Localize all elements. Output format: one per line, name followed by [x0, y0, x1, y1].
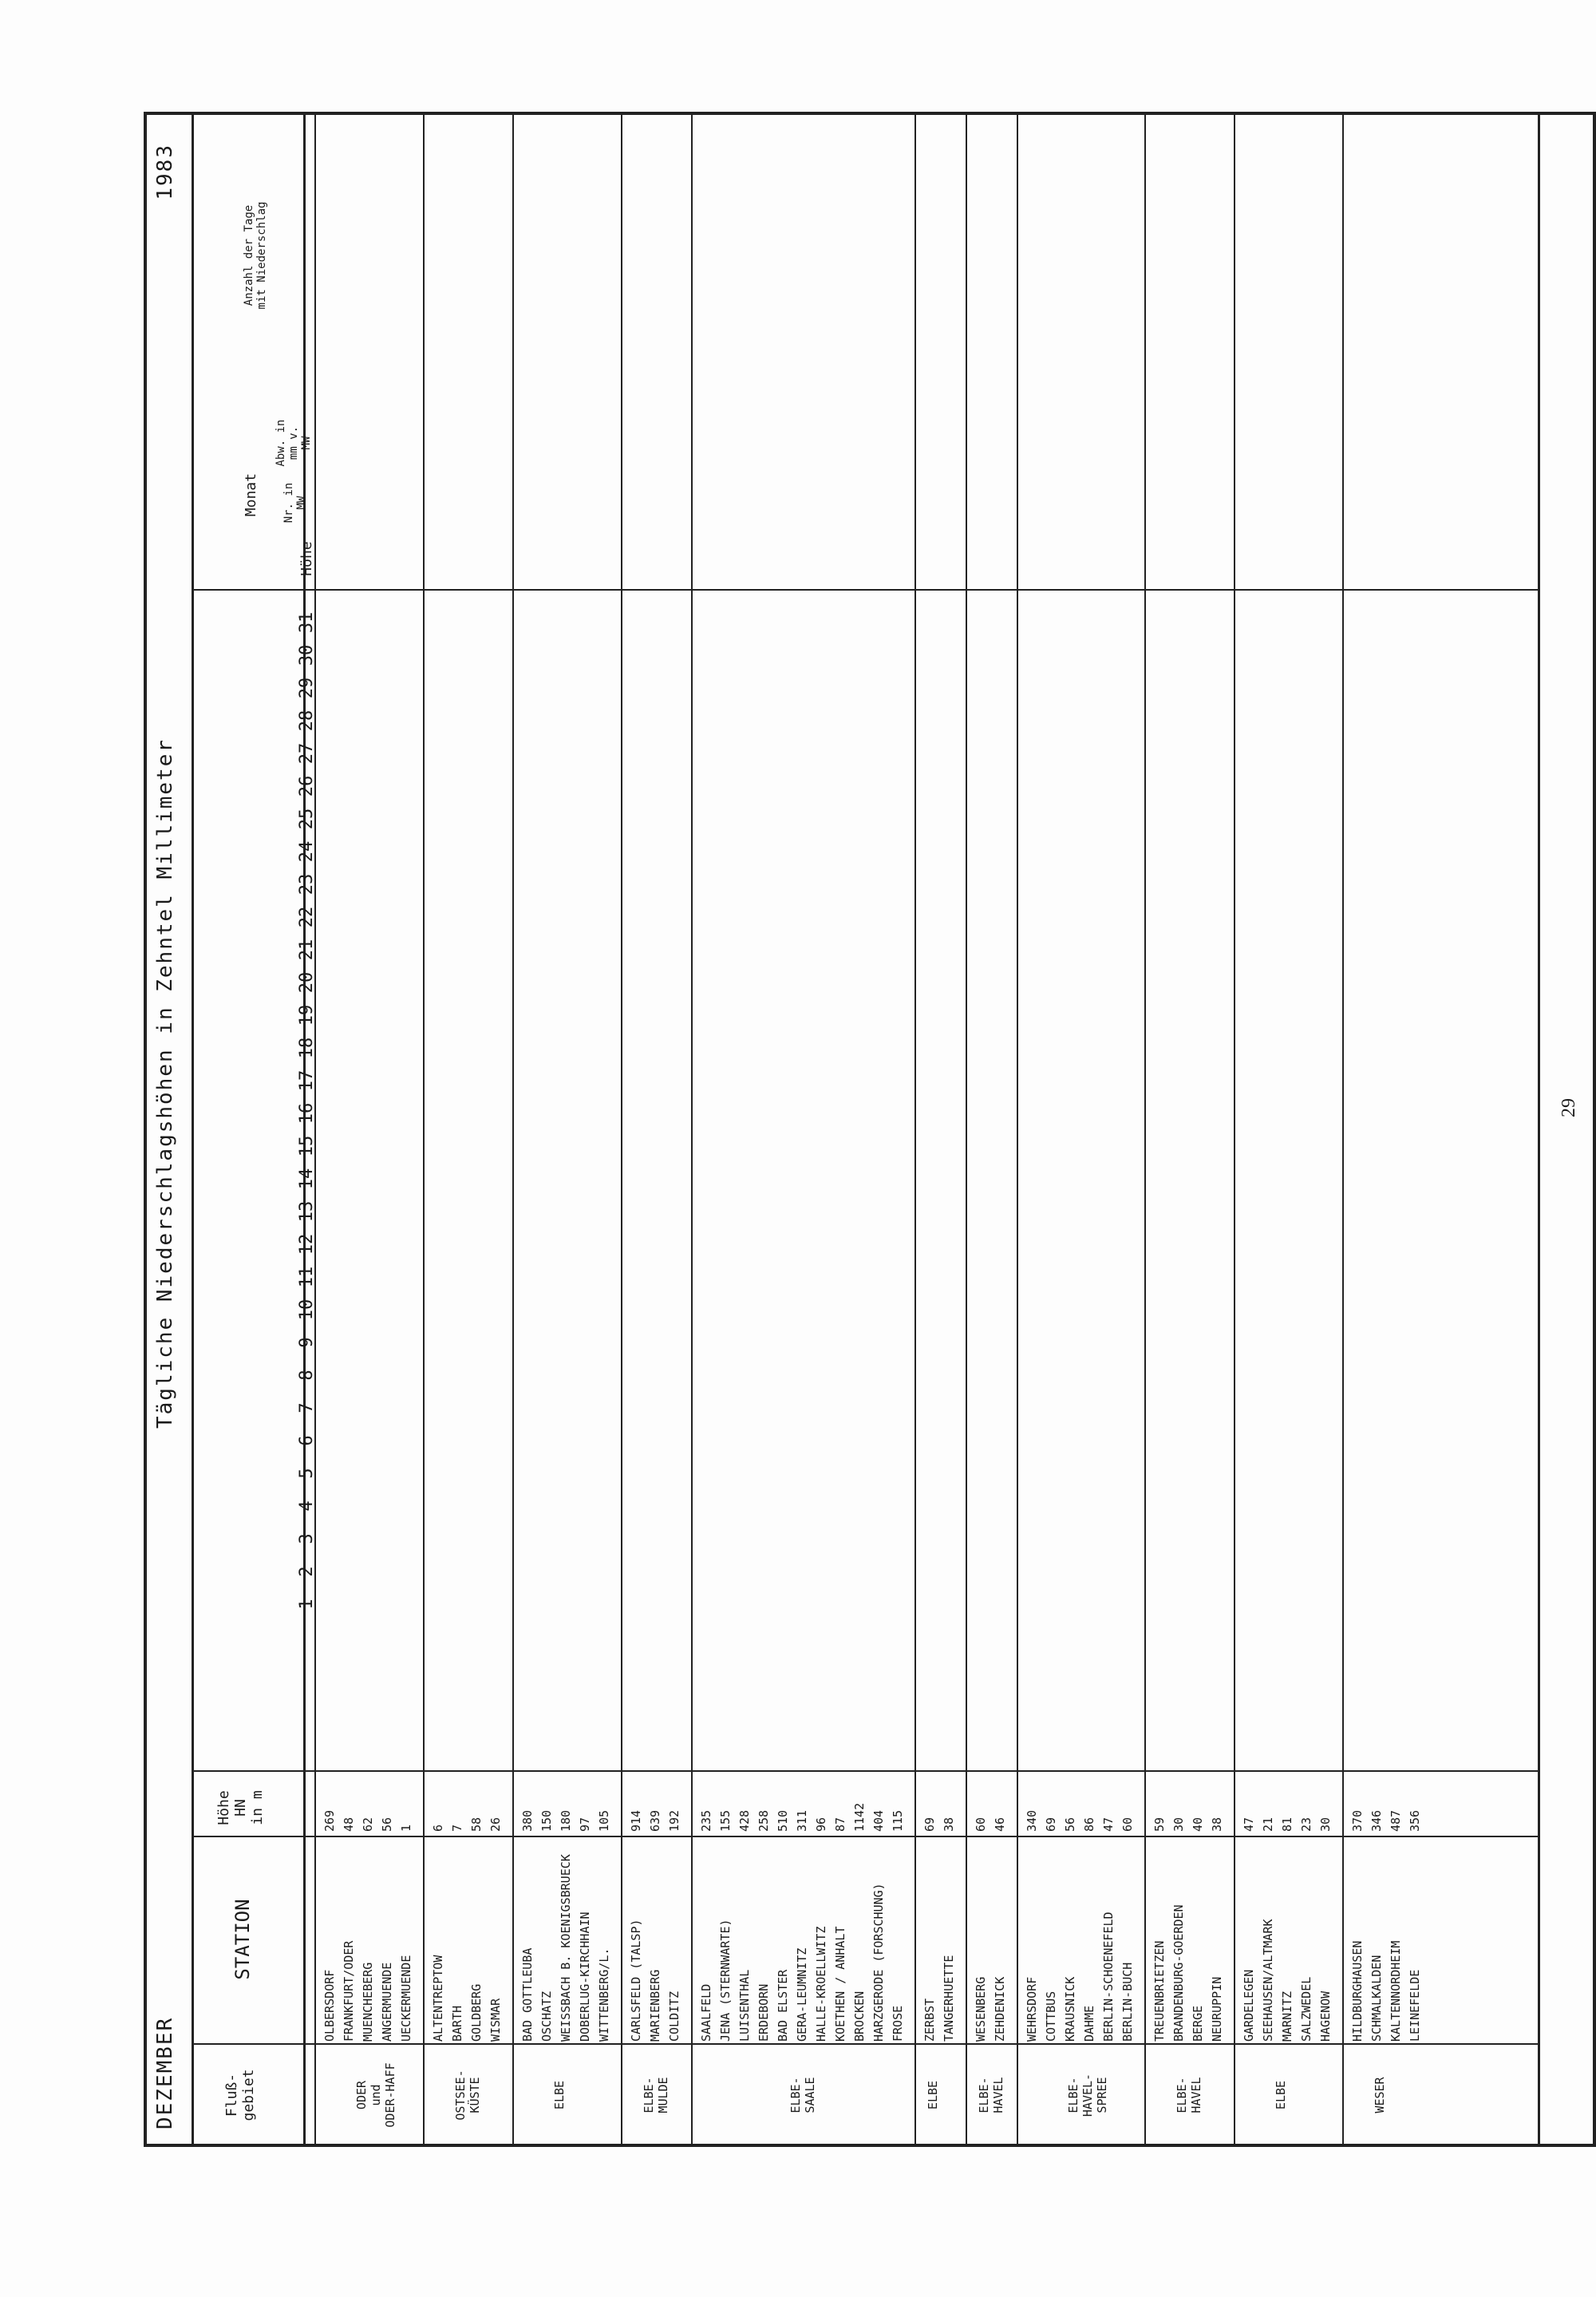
- station-height: 340: [1025, 1809, 1039, 1832]
- station-name: HILDBURGHAUSEN: [1350, 1940, 1365, 2042]
- station-height: 40: [1191, 1817, 1205, 1832]
- station-name: HAGENOW: [1318, 1991, 1333, 2042]
- station-name: BROCKEN: [852, 1991, 867, 2042]
- station-height: 81: [1280, 1817, 1294, 1832]
- station-name: WEHRSDORF: [1025, 1976, 1039, 2042]
- station-height: 38: [942, 1817, 956, 1832]
- station-name: HALLE-KROELLWITZ: [814, 1926, 828, 2042]
- day-number: 15: [297, 1135, 317, 1157]
- station-name: ANGERMUENDE: [380, 1962, 394, 2042]
- river-group: [423, 112, 514, 2147]
- station-name: LEINEFELDE: [1408, 1969, 1422, 2042]
- station-name: DOBERLUG-KIRCHHAIN: [578, 1912, 592, 2042]
- day-number: 1: [297, 1599, 317, 1610]
- station-name: KALTENNORDHEIM: [1389, 1940, 1403, 2042]
- station-name: KOETHEN / ANHALT: [833, 1926, 847, 2042]
- day-number: 12: [297, 1233, 317, 1255]
- river-name: ELBE: [926, 2080, 940, 2110]
- station-name: MUENCHEBERG: [361, 1962, 375, 2042]
- day-number: 13: [297, 1200, 317, 1223]
- station-height: 1142: [852, 1802, 867, 1832]
- station-name: BARTH: [450, 2005, 464, 2042]
- footer-band: [1538, 112, 1596, 2147]
- station-name: OLBERSDORF: [322, 1969, 337, 2042]
- station-name: BERLIN-SCHOENEFELD: [1101, 1912, 1116, 2042]
- river-name: ELBE: [1274, 2080, 1288, 2110]
- station-height: 30: [1318, 1817, 1333, 1832]
- station-name: COLDITZ: [667, 1991, 681, 2042]
- station-height: 26: [488, 1817, 503, 1832]
- station-height: 155: [718, 1809, 733, 1832]
- station-height: 21: [1261, 1817, 1275, 1832]
- station-height: 69: [922, 1817, 937, 1832]
- river-name: ELBE- MULDE: [642, 2077, 670, 2113]
- station-name: KRAUSNICK: [1063, 1976, 1077, 2042]
- day-number: 28: [297, 710, 317, 732]
- day-number: 7: [297, 1402, 317, 1413]
- day-number: 2: [297, 1566, 317, 1577]
- day-number: 21: [297, 939, 317, 961]
- day-number: 23: [297, 873, 317, 895]
- station-name: SEEHAUSEN/ALTMARK: [1261, 1919, 1275, 2042]
- station-name: NEURUPPIN: [1210, 1976, 1224, 2042]
- river-name: ELBE: [552, 2080, 567, 2110]
- station-height: 86: [1082, 1817, 1096, 1832]
- river-group: [1234, 112, 1344, 2147]
- station-name: BERGE: [1191, 2005, 1205, 2042]
- title-band: [144, 112, 194, 2147]
- river-group: [512, 112, 622, 2147]
- station-height: 30: [1171, 1817, 1186, 1832]
- station-name: COTTBUS: [1044, 1991, 1058, 2042]
- station-height: 346: [1369, 1809, 1384, 1832]
- station-height: 23: [1299, 1817, 1314, 1832]
- river-group: [1017, 112, 1146, 2147]
- station-height: 38: [1210, 1817, 1224, 1832]
- station-name: ZEHDENICK: [993, 1976, 1007, 2042]
- river-group: [1342, 112, 1433, 2147]
- day-number: 9: [297, 1337, 317, 1348]
- station-height: 87: [833, 1817, 847, 1832]
- month-label: DEZEMBER: [153, 2016, 177, 2129]
- station-name: WEISSBACH B. KOENIGSBRUECK: [559, 1854, 573, 2042]
- day-number: 31: [297, 611, 317, 634]
- station-name: BERLIN-BUCH: [1120, 1962, 1135, 2042]
- station-height: 48: [342, 1817, 356, 1832]
- station-height: 404: [871, 1809, 886, 1832]
- station-height: 47: [1242, 1817, 1256, 1832]
- station-height: 258: [757, 1809, 771, 1832]
- table-title: Tägliche Niederschlagshöhen in Zehntel Millimeter: [153, 737, 177, 1429]
- station-name: GERA-LEUMNITZ: [795, 1947, 809, 2042]
- day-number: 20: [297, 971, 317, 994]
- station-height: 428: [737, 1809, 752, 1832]
- day-number: 25: [297, 808, 317, 830]
- station-name: ERDEBORN: [757, 1983, 771, 2042]
- station-name: SAALFELD: [699, 1983, 713, 2042]
- river-name: ELBE- HAVEL- SPREE: [1066, 2073, 1109, 2117]
- river-group: [966, 112, 1018, 2147]
- station-height: 180: [559, 1809, 573, 1832]
- station-name: LUISENTHAL: [737, 1969, 752, 2042]
- river-name: ODER und ODER-HAFF: [354, 2062, 397, 2128]
- station-name: WISMAR: [488, 1998, 503, 2042]
- station-height: 6: [431, 1824, 445, 1832]
- river-name: ELBE- HAVEL: [977, 2077, 1005, 2113]
- station-name: SALZWEDEL: [1299, 1976, 1314, 2042]
- day-number: 5: [297, 1468, 317, 1479]
- station-height: 115: [891, 1809, 905, 1832]
- station-height: 487: [1389, 1809, 1403, 1832]
- station-height: 60: [974, 1817, 988, 1832]
- station-height: 47: [1101, 1817, 1116, 1832]
- river-group: [691, 112, 916, 2147]
- day-number: 19: [297, 1004, 317, 1026]
- station-name: OSCHATZ: [539, 1991, 554, 2042]
- station-name: WITTENBERG/L.: [597, 1947, 611, 2042]
- station-height: 639: [648, 1809, 662, 1832]
- station-name: BRANDENBURG-GOERDEN: [1171, 1904, 1186, 2042]
- station-height: 192: [667, 1809, 681, 1832]
- station-name: HARZGERODE (FORSCHUNG): [871, 1883, 886, 2042]
- station-name: CARLSFELD (TALSP): [629, 1919, 643, 2042]
- day-number: 10: [297, 1299, 317, 1321]
- rotated-table: [144, 112, 1596, 2147]
- day-number: 22: [297, 906, 317, 928]
- station-name: TREUENBRIETZEN: [1152, 1940, 1167, 2042]
- station-height: 69: [1044, 1817, 1058, 1832]
- station-height: 58: [469, 1817, 484, 1832]
- river-header: Fluß- gebiet: [223, 2069, 257, 2121]
- page-number: 29: [1558, 1098, 1579, 1117]
- station-height: 96: [814, 1817, 828, 1832]
- day-number: 3: [297, 1533, 317, 1544]
- river-group: [1144, 112, 1235, 2147]
- river-name: ELBE- SAALE: [788, 2077, 817, 2113]
- station-height: 105: [597, 1809, 611, 1832]
- year-label: 1983: [153, 144, 177, 200]
- station-name: BAD GOTTLEUBA: [520, 1947, 535, 2042]
- station-height: 370: [1350, 1809, 1365, 1832]
- height-header: Höhe HN in m: [215, 1790, 266, 1825]
- station-height: 311: [795, 1809, 809, 1832]
- station-height: 380: [520, 1809, 535, 1832]
- day-number: 30: [297, 644, 317, 666]
- station-height: 356: [1408, 1809, 1422, 1832]
- station-name: TANGERHUETTE: [942, 1955, 956, 2042]
- month-height-header: Höhe: [298, 541, 315, 576]
- station-height: 46: [993, 1817, 1007, 1832]
- station-name: GARDELEGEN: [1242, 1969, 1256, 2042]
- day-number: 26: [297, 775, 317, 797]
- day-number: 4: [297, 1500, 317, 1512]
- station-height: 150: [539, 1809, 554, 1832]
- station-height: 510: [776, 1809, 790, 1832]
- station-name: DAHME: [1082, 2005, 1096, 2042]
- river-group: [621, 112, 693, 2147]
- day-number: 6: [297, 1435, 317, 1446]
- day-number: 27: [297, 742, 317, 765]
- river-name: ELBE- HAVEL: [1175, 2077, 1203, 2113]
- day-number: 18: [297, 1037, 317, 1059]
- river-group: [915, 112, 967, 2147]
- column-header-band: [192, 112, 317, 2147]
- station-name: UECKERMUENDE: [399, 1955, 413, 2042]
- station-height: 56: [380, 1817, 394, 1832]
- station-height: 914: [629, 1809, 643, 1832]
- station-height: 235: [699, 1809, 713, 1832]
- station-name: MARNITZ: [1280, 1991, 1294, 2042]
- station-height: 1: [399, 1824, 413, 1832]
- station-height: 62: [361, 1817, 375, 1832]
- day-number: 16: [297, 1102, 317, 1125]
- station-name: ZERBST: [922, 1998, 937, 2042]
- day-number: 17: [297, 1069, 317, 1092]
- days-count-header: Anzahl der Tage mit Niederschlag: [243, 201, 268, 310]
- station-height: 56: [1063, 1817, 1077, 1832]
- station-header: STATION: [231, 1899, 254, 1980]
- river-group: [314, 112, 425, 2147]
- day-number: 11: [297, 1266, 317, 1288]
- station-name: FRANKFURT/ODER: [342, 1940, 356, 2042]
- normal-header: Nr. in MW: [282, 482, 308, 524]
- station-height: 7: [450, 1824, 464, 1832]
- day-number: 14: [297, 1168, 317, 1190]
- station-name: JENA (STERNWARTE): [718, 1919, 733, 2042]
- day-number: 8: [297, 1370, 317, 1381]
- station-name: MARIENBERG: [648, 1969, 662, 2042]
- day-number: 29: [297, 677, 317, 699]
- station-height: 269: [322, 1809, 337, 1832]
- station-name: FROSE: [891, 2005, 905, 2042]
- station-name: ALTENTREPTOW: [431, 1955, 445, 2042]
- station-name: SCHMALKALDEN: [1369, 1955, 1384, 2042]
- station-name: GOLDBERG: [469, 1983, 484, 2042]
- river-name: WESER: [1373, 2077, 1387, 2113]
- day-number: 24: [297, 840, 317, 863]
- station-height: 97: [578, 1817, 592, 1832]
- station-height: 60: [1120, 1817, 1135, 1832]
- month-summary-label: Monat: [243, 472, 259, 517]
- station-name: WESENBERG: [974, 1976, 988, 2042]
- deviation-header: Abw. in mm v. MW: [275, 419, 313, 467]
- river-name: OSTSEE- KÜSTE: [453, 2070, 482, 2121]
- station-height: 59: [1152, 1817, 1167, 1832]
- station-name: BAD ELSTER: [776, 1969, 790, 2042]
